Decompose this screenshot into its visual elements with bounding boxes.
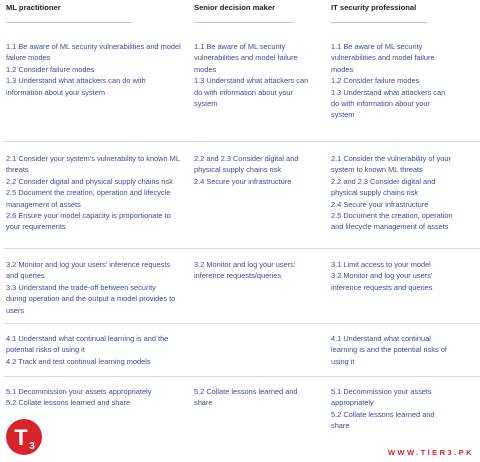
table-cell — [194, 153, 318, 187]
list-item: 5.1 Decommission your assets appropriately — [6, 387, 152, 396]
list-item: 1.3 Understand what attackers can do with information about your system — [6, 76, 146, 97]
table-cell — [331, 333, 455, 367]
list-item: 1.2 Consider failure modes — [6, 64, 95, 74]
list-item: 2.5 Document the creation, operation and lifecycle management of assets — [331, 211, 453, 232]
list-item: 5.1 Decommission your assets appropriately — [331, 387, 432, 408]
list-item: 2.2 and 2.3 Consider digital and physical supply chains risk — [331, 176, 436, 198]
column-header-ml-practitioner: ML practitioner — [6, 3, 61, 12]
website-url: WWW.TIER3.PK — [387, 448, 474, 457]
row-divider — [4, 141, 480, 142]
row-divider — [4, 248, 480, 249]
list-item: 2.5 Document the creation, operation and lifecycle management of assets — [6, 188, 171, 209]
row-divider — [4, 376, 480, 377]
list-item: 1.2 Consider failure modes — [331, 76, 420, 86]
list-item: 2.4 Secure your infrastructure — [194, 176, 292, 186]
tier3-logo — [5, 418, 43, 456]
table-header — [0, 0, 480, 26]
column-header-it-security-professional: IT security professional — [331, 3, 417, 12]
list-item: 2.2 Consider digital and physical supply chains risk — [6, 176, 173, 186]
logo-subscript: 3 — [29, 441, 35, 452]
row-divider — [4, 323, 480, 324]
list-item: 4.2 Track and test continual learning models — [6, 356, 151, 366]
list-item: 3.2 Monitor and log your users' inference requests and queries — [331, 271, 433, 292]
table-cell — [194, 41, 318, 109]
table-cell — [331, 259, 455, 293]
table-cell — [194, 259, 318, 282]
list-item: 1.3 Understand what attackers can do with information about your system — [194, 76, 309, 109]
list-item: 2.1 Consider your system's vulnerability to known ML threats — [6, 154, 180, 175]
header-underline — [194, 22, 294, 23]
list-item: 2.4 Secure your infrastructure — [331, 199, 429, 209]
logo-letter: T — [14, 425, 28, 450]
list-item: 1.1 Be aware of ML security vulnerabilities and model failure modes — [331, 42, 435, 74]
table-cell — [6, 333, 186, 367]
list-item: 1.1 Be aware of ML security vulnerabilities and model failure modes — [6, 42, 181, 63]
header-underline — [331, 22, 427, 23]
list-item: 1.1 Be aware of ML security vulnerabilities and model failure modes — [194, 42, 298, 74]
list-item: 4.1 Understand what continual learning is and the potential risks of using it — [331, 334, 447, 366]
list-item: 2.2 and 2.3 Consider digital and physical supply chains risk — [194, 154, 299, 175]
list-item: 5.2 Collate lessons learned and share — [194, 387, 298, 408]
table-cell — [6, 386, 184, 409]
header-underline — [6, 22, 132, 23]
list-item: 3.1 Limit access to your model — [331, 260, 431, 269]
list-item: 5.2 Collate lessons learned and share — [6, 398, 131, 408]
list-item: 3.3 Understand the trade-off between security during operation and the output a model provides to users — [6, 282, 176, 315]
list-item: 3.2 Monitor and log your users' inference requests/queries — [194, 260, 296, 281]
table-cell — [194, 386, 318, 409]
list-item: 1.3 Understand what attackers can do with information about your system — [331, 87, 446, 120]
table-cell — [6, 41, 184, 98]
table-cell — [331, 153, 455, 233]
table-cell — [6, 259, 178, 316]
table-cell — [6, 153, 180, 233]
table-cell — [331, 386, 455, 432]
list-item: 5.2 Collate lessons learned and share — [331, 409, 435, 431]
column-header-senior-decision-maker: Senior decision maker — [194, 3, 276, 12]
tier3-logo-icon — [5, 418, 43, 456]
list-item: 3.2 Monitor and log your users' inference requests and queries — [6, 260, 171, 281]
list-item: 4.1 Understand what continual learning is and the potential risks of using it — [6, 334, 169, 355]
list-item: 2.1 Consider the vulnerability of your system to known ML threats — [331, 154, 451, 175]
table-cell — [331, 41, 455, 121]
list-item: 2.6 Ensure your model capacity is proportionate to your requirements — [6, 211, 171, 232]
